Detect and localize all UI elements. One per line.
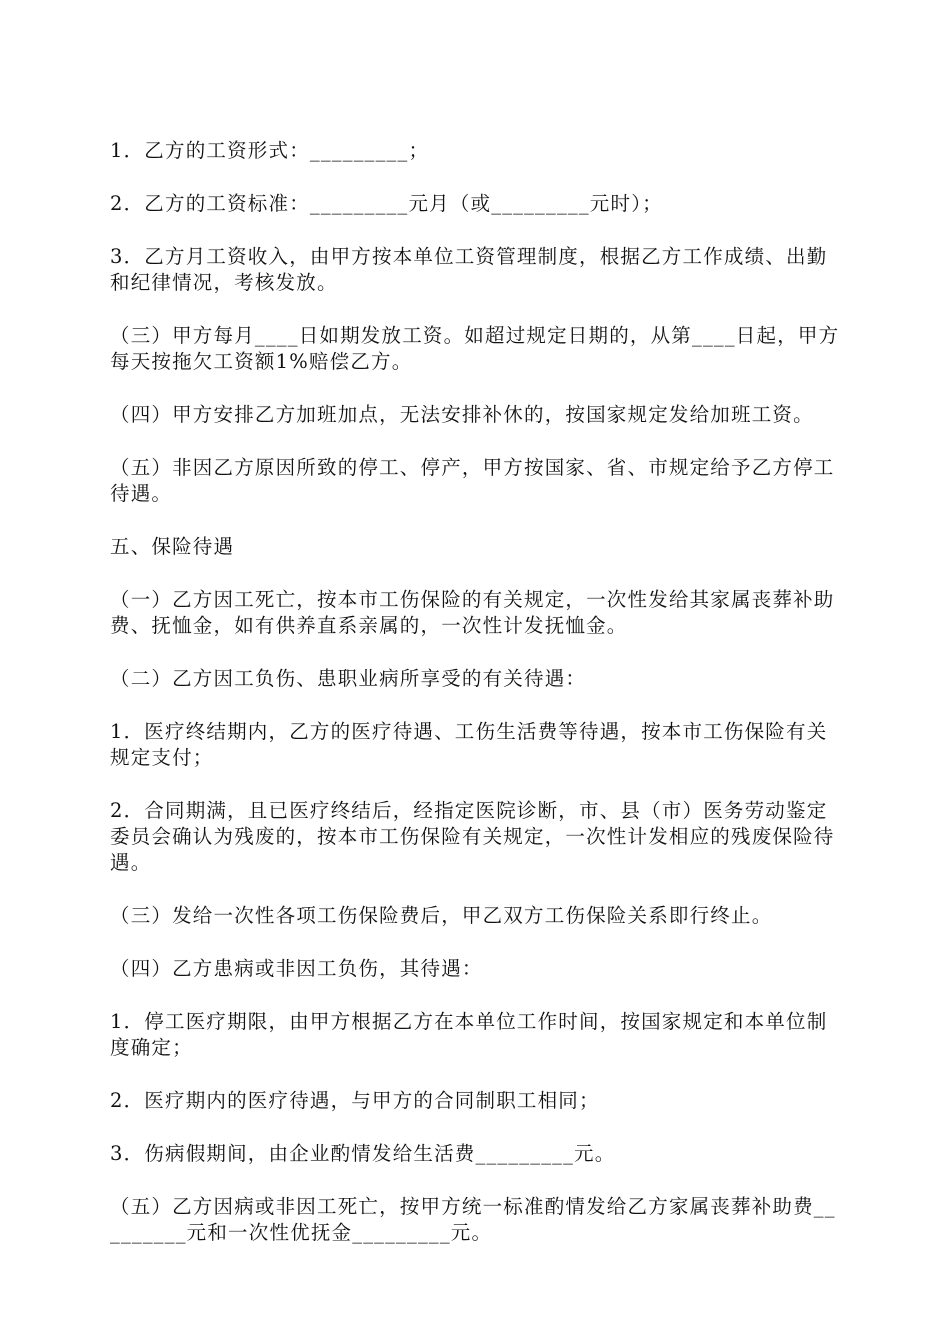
wage-standard-item: 2．乙方的工资标准：_________元月（或_________元时）； [110, 192, 663, 215]
overtime-clause: （四）甲方安排乙方加班加点，无法安排补休的，按国家规定发给加班工资。 [110, 403, 814, 426]
section-heading-insurance: 五、保险待遇 [110, 535, 235, 558]
document-page [110, 138, 845, 1273]
work-death-clause: （一）乙方因工死亡，按本市工伤保险的有关规定，一次性发给其家属丧葬补助费、抚恤金，如有供养直系亲属的，一次性计发抚恤金。 [110, 588, 835, 637]
medical-period-item: 1．医疗终结期内，乙方的医疗待遇、工伤生活费等待遇，按本市工伤保险有关规定支付； [110, 720, 828, 769]
non-work-death-clause: （五）乙方因病或非因工死亡，按甲方统一标准酌情发给乙方家属丧葬补助费_________元和一次性优抚金_________元。 [110, 1195, 836, 1244]
sick-leave-period-item: 1．停工医疗期限，由甲方根据乙方在本单位工作时间，按国家规定和本单位制度确定； [110, 1010, 828, 1059]
disability-item: 2．合同期满，且已医疗终结后，经指定医院诊断，市、县（市）医务劳动鉴定委员会确认为残废的，按本市工伤保险有关规定，一次性计发相应的残废保险待遇。 [110, 799, 835, 874]
work-injury-clause: （二）乙方因工负伤、患职业病所享受的有关待遇： [110, 667, 587, 690]
payday-clause: （三）甲方每月____日如期发放工资。如超过规定日期的，从第____日起，甲方每天按拖欠工资额1%赔偿乙方。 [110, 324, 840, 373]
monthly-income-item: 3．乙方月工资收入，由甲方按本单位工资管理制度，根据乙方工作成绩、出勤和纪律情况，考核发放。 [110, 245, 828, 294]
work-stoppage-clause: （五）非因乙方原因所致的停工、停产，甲方按国家、省、市规定给予乙方停工待遇。 [110, 456, 835, 505]
wage-form-item: 1．乙方的工资形式：_________； [110, 139, 430, 162]
living-allowance-item: 3．伤病假期间，由企业酌情发给生活费_________元。 [110, 1142, 616, 1165]
medical-treatment-item: 2．医疗期内的医疗待遇，与甲方的合同制职工相同； [110, 1089, 600, 1112]
insurance-termination-clause: （三）发给一次性各项工伤保险费后，甲乙双方工伤保险关系即行终止。 [110, 904, 773, 927]
illness-clause: （四）乙方患病或非因工负伤，其待遇： [110, 957, 483, 980]
